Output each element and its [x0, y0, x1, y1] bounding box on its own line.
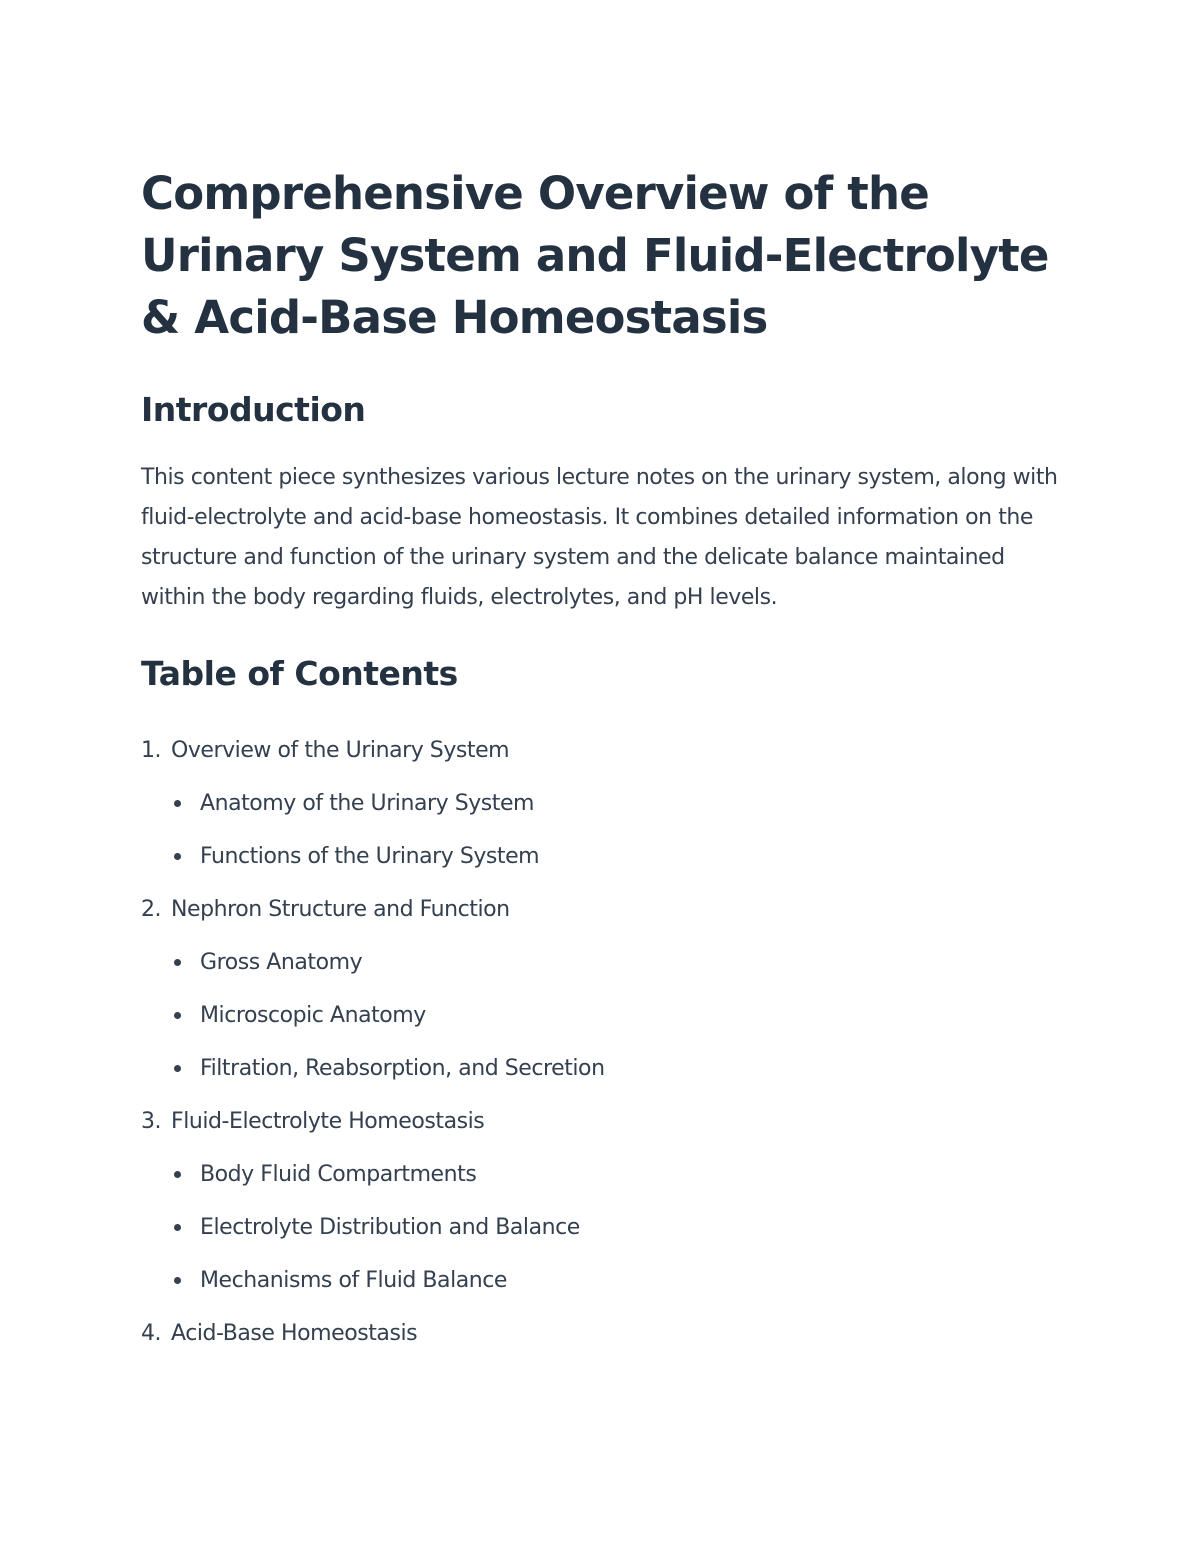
toc-subitem [141, 1148, 1071, 1201]
toc-item [141, 1095, 1071, 1307]
bullet-icon [174, 853, 181, 860]
toc-item [141, 883, 1071, 1095]
toc-subitem-label: Microscopic Anatomy [200, 1003, 426, 1028]
bullet-icon [174, 1224, 181, 1231]
toc-subitem [141, 1201, 1071, 1254]
toc-subitem-label: Mechanisms of Fluid Balance [200, 1268, 508, 1293]
toc-subitem [141, 830, 1071, 883]
bullet-icon [174, 1277, 181, 1284]
bullet-icon [174, 959, 181, 966]
toc-entry [141, 724, 1071, 777]
toc-item [141, 1307, 1071, 1360]
bullet-icon [174, 1012, 181, 1019]
toc-subitem [141, 989, 1071, 1042]
toc-item-label: Overview of the Urinary System [171, 738, 510, 763]
toc-subitem [141, 936, 1071, 989]
introduction-paragraph: This content piece synthesizes various lecture notes on the urinary system, along with fluid-electrolyte and acid-base homeostasis. It combines detailed information on the structure and function of the urinary system and the delicate balance maintained within the body regarding fluids, electrolytes, and pH levels. [141, 465, 1058, 610]
toc-item-label: Nephron Structure and Function [171, 897, 510, 922]
bullet-icon [174, 800, 181, 807]
toc-item-label: Fluid-Electrolyte Homeostasis [171, 1109, 485, 1134]
bullet-icon [174, 1171, 181, 1178]
toc-subitem [141, 1254, 1071, 1307]
toc-subitem-label: Body Fluid Compartments [200, 1162, 477, 1187]
toc-subitem-label: Anatomy of the Urinary System [200, 791, 535, 816]
document-page [141, 163, 1071, 1360]
toc-entry [141, 1307, 1071, 1360]
toc-subitem [141, 777, 1071, 830]
toc-subitem-label: Functions of the Urinary System [200, 844, 540, 869]
toc-item-label: Acid-Base Homeostasis [171, 1321, 418, 1346]
toc-subitem-label: Filtration, Reabsorption, and Secretion [200, 1056, 605, 1081]
toc-sublist [141, 1148, 1071, 1307]
table-of-contents-heading: Table of Contents [141, 654, 458, 693]
toc-item [141, 724, 1071, 883]
toc-item-number: 1. [141, 738, 162, 763]
toc-subitem [141, 1042, 1071, 1095]
toc-item-number: 2. [141, 897, 162, 922]
bullet-icon [174, 1065, 181, 1072]
toc-entry [141, 1095, 1071, 1148]
toc-entry [141, 883, 1071, 936]
toc-sublist [141, 936, 1071, 1095]
introduction-heading: Introduction [141, 390, 366, 429]
toc-subitem-label: Gross Anatomy [200, 950, 363, 975]
table-of-contents-list [141, 724, 1071, 1360]
toc-item-number: 3. [141, 1109, 162, 1134]
page-title: Comprehensive Overview of the Urinary System and Fluid-Electrolyte & Acid-Base Homeostasis [141, 167, 1049, 344]
toc-sublist [141, 777, 1071, 883]
toc-item-number: 4. [141, 1321, 162, 1346]
toc-subitem-label: Electrolyte Distribution and Balance [200, 1215, 580, 1240]
